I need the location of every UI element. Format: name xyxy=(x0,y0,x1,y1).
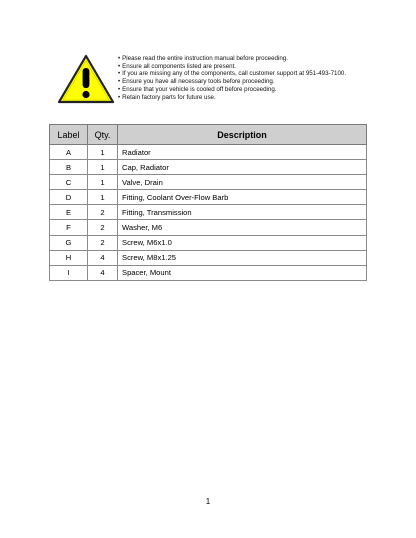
warning-notes xyxy=(118,55,346,101)
cell-description: Washer, M6 xyxy=(118,220,367,235)
page-number: 1 xyxy=(205,497,211,506)
note-item: • Ensure that your vehicle is cooled off before proceeding. xyxy=(118,86,346,94)
cell-description: Fitting, Coolant Over-Flow Barb xyxy=(118,190,367,205)
note-item: • Retain factory parts for future use. xyxy=(118,94,346,102)
cell-label: H xyxy=(50,250,88,265)
cell-label: E xyxy=(50,205,88,220)
column-header-description: Description xyxy=(118,125,367,145)
cell-description: Cap, Radiator xyxy=(118,160,367,175)
cell-label: I xyxy=(50,265,88,280)
note-item: • Ensure all components listed are present. xyxy=(118,63,346,71)
table-row xyxy=(50,220,367,235)
cell-qty: 1 xyxy=(88,190,118,205)
cell-description: Screw, M8x1.25 xyxy=(118,250,367,265)
warning-icon xyxy=(56,53,116,105)
table-header-row xyxy=(50,125,367,145)
cell-qty: 2 xyxy=(88,205,118,220)
cell-label: F xyxy=(50,220,88,235)
cell-label: D xyxy=(50,190,88,205)
table-row xyxy=(50,205,367,220)
cell-label: A xyxy=(50,145,88,160)
column-header-label: Label xyxy=(50,125,88,145)
cell-description: Screw, M6x1.0 xyxy=(118,235,367,250)
table-row xyxy=(50,175,367,190)
column-header-qty: Qty. xyxy=(88,125,118,145)
table-row xyxy=(50,145,367,160)
cell-description: Fitting, Transmission xyxy=(118,205,367,220)
table-row xyxy=(50,250,367,265)
cell-qty: 4 xyxy=(88,250,118,265)
cell-qty: 4 xyxy=(88,265,118,280)
note-item: • Ensure you have all necessary tools before proceeding. xyxy=(118,78,346,86)
parts-table xyxy=(49,124,367,281)
cell-qty: 2 xyxy=(88,235,118,250)
table-row xyxy=(50,160,367,175)
cell-label: C xyxy=(50,175,88,190)
cell-qty: 1 xyxy=(88,145,118,160)
cell-label: B xyxy=(50,160,88,175)
table-row xyxy=(50,190,367,205)
table-row xyxy=(50,265,367,280)
cell-qty: 1 xyxy=(88,160,118,175)
note-item: • Please read the entire instruction manual before proceeding. xyxy=(118,55,346,63)
cell-description: Radiator xyxy=(118,145,367,160)
cell-description: Spacer, Mount xyxy=(118,265,367,280)
cell-qty: 2 xyxy=(88,220,118,235)
cell-qty: 1 xyxy=(88,175,118,190)
table-row xyxy=(50,235,367,250)
cell-description: Valve, Drain xyxy=(118,175,367,190)
cell-label: G xyxy=(50,235,88,250)
note-item: • If you are missing any of the components, call customer support at 951-493-7100. xyxy=(118,70,346,78)
